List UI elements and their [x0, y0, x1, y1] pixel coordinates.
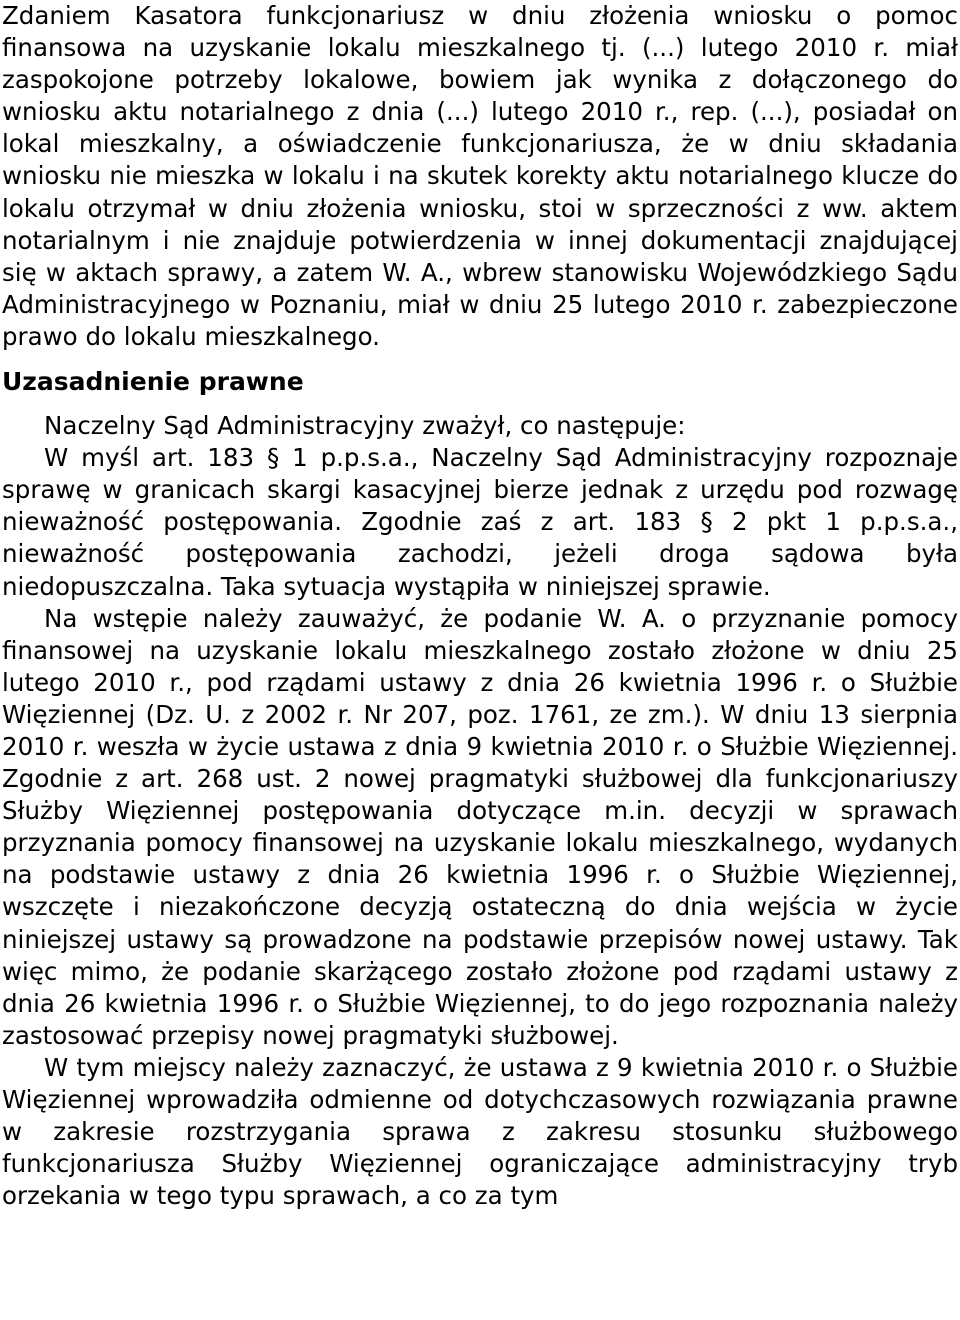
section-heading: Uzasadnienie prawne	[2, 367, 304, 397]
paragraph-art-183: W myśl art. 183 § 1 p.p.s.a., Naczelny Sąd Administracyjny rozpoznaje sprawę w granicach skargi kasacyjnej bierze jednak z urzędu pod rozwagę nieważność postępowania. Zgodnie zaś z art. 183 § 2 pkt 1 p.p.s.a., nieważność postępowania zachodzi, jeżeli droga sądowa była niedopuszczalna. Taka sytuacja wystąpiła w niniejszej sprawie.	[2, 443, 958, 601]
paragraph-cassation-argument: Zdaniem Kasatora funkcjonariusz w dniu złożenia wniosku o pomoc finansowa na uzyskanie lokalu mieszkalnego tj. (...) lutego 2010 r. miał zaspokojone potrzeby lokalowe, bowiem jak wynika z dołączonego do wniosku aktu notarialnego z dnia (...) lutego 2010 r., rep. (...), posiadał on lokal mieszkalny, a oświadczenie funkcjonariusza, że w dniu składania wniosku nie mieszka w lokalu i na skutek korekty aktu notarialnego klucze do lokalu otrzymał w dniu złożenia wniosku, stoi w sprzeczności z ww. aktem notarialnym i nie znajduje potwierdzenia w innej dokumentacji znajdującej się w aktach sprawy, a zatem W. A., wbrew stanowisku Wojewódzkiego Sądu Administracyjnego w Poznaniu, miał w dniu 25 lutego 2010 r. zabezpieczone prawo do lokalu mieszkalnego.	[2, 1, 958, 351]
paragraph-initial-remarks: Na wstępie należy zauważyć, że podanie W. A. o przyznanie pomocy finansowej na uzyskanie lokalu mieszkalnego zostało złożone w dniu 25 lutego 2010 r., pod rządami ustawy z dnia 26 kwietnia 1996 r. o Służbie Więziennej (Dz. U. z 2002 r. Nr 207, poz. 1761, ze zm.). W dniu 13 sierpnia 2010 r. weszła w życie ustawa z dnia 9 kwietnia 2010 r. o Służbie Więziennej. Zgodnie z art. 268 ust. 2 nowej pragmatyki służbowej dla funkcjonariuszy Służby Więziennej postępowania dotyczące m.in. decyzji w sprawach przyznania pomocy finansowej na uzyskanie lokalu mieszkalnego, wydanych na podstawie ustawy z dnia 26 kwietnia 1996 r. o Służbie Więziennej, wszczęte i niezakończone decyzją ostateczną do dnia wejścia w życie niniejszej ustawy są prowadzone na podstawie przepisów nowej ustawy. Tak więc mimo, że podanie skarżącego zostało złożone pod rządami ustawy z dnia 26 kwietnia 1996 r. o Służbie Więziennej, to do jego rozpoznania należy zastosować przepisy nowej pragmatyki służbowej.	[2, 603, 958, 1050]
paragraph-new-act: W tym miejscy należy zaznaczyć, że ustawa z 9 kwietnia 2010 r. o Służbie Więziennej wprowadziła odmienne od dotychczasowych rozwiązania prawne w zakresie rozstrzygania sprawa z zakresu stosunku służbowego funkcjonariusza Służby Więziennej ograniczające administracyjny tryb orzekania w tego typu sprawach, a co za tym	[2, 1052, 958, 1211]
paragraph-court-considered: Naczelny Sąd Administracyjny zważył, co następuje:	[44, 411, 686, 441]
